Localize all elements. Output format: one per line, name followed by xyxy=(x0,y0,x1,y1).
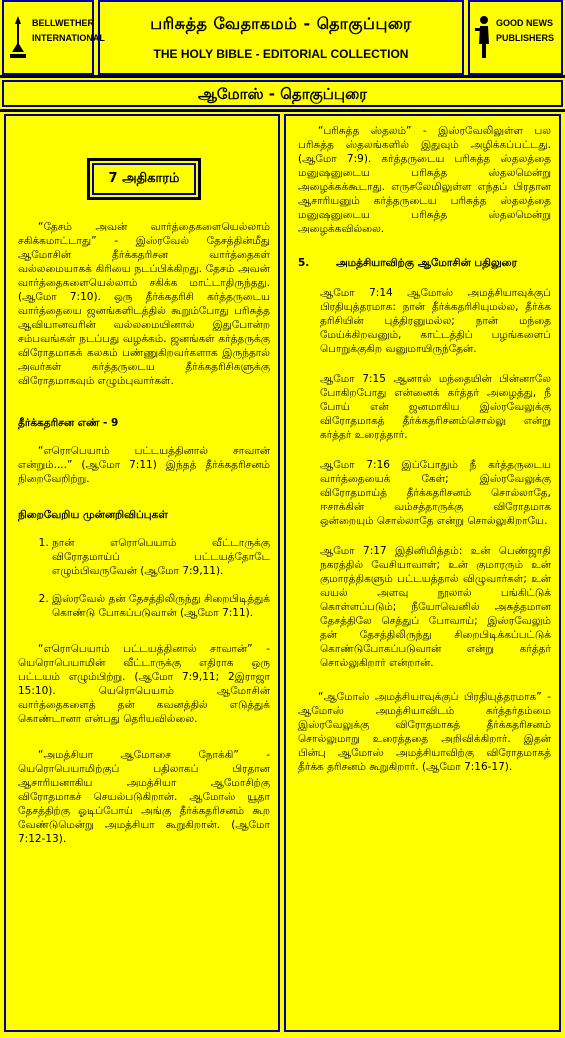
paragraph: “பரிசுத்த ஸ்தலம்” - இஸ்ரவேலிலுள்ள பல பரிசுத்த ஸ்தலங்களில் இதுவும் அழிக்கப்பட்டது. (ஆமோ 7:9). கர்த்தருடைய பரிசுத்த ஸ்தலத்தை மனுஷனுடைய பரிசுத்த ஸ்தலமென்று அழைக்கக்கூடாது. எருசலேமிலுள்ள எந்தப் பிரதான ஆசாரியனும் கர்த்தருடைய பரிசுத்த ஸ்தலத்தை மனுஷனுடைய பரிசுத்த ஸ்தலமென்று அழைக்கவில்லை. xyxy=(298,125,551,235)
subtitle-bar xyxy=(0,78,565,112)
section-heading: நிறைவேறிய முன்னறிவிப்புகள் xyxy=(18,509,168,521)
left-logo-text: BELLWETHER INTERNATIONAL xyxy=(32,18,105,43)
section-heading xyxy=(298,256,551,270)
list-item: 2. இஸ்ரவேல் தன் தேசத்திலிருந்து சிறைபிடித்துக் கொண்டு போகப்படுவான் (ஆமோ 7:11). xyxy=(52,592,270,620)
fulfilled-list xyxy=(18,536,270,620)
section-number: 5. xyxy=(298,257,310,269)
header-title-english: THE HOLY BIBLE - EDITORIAL COLLECTION xyxy=(153,47,409,61)
paragraph: “ஆமோஸ் அமத்சியாவுக்குப் பிரதியுத்தரமாக” - ஆமோஸ் அமத்சியாவிடம் கர்த்தர்தம்மை இஸ்ரவேலுக்கு விரோதமாகத் தீர்க்கதரிசனம் சொல்லுமாறு உரைத்ததை அறிவிக்கிறார். இதன் பின்பு ஆமோஸ் அமத்சியாவிற்கு விரோதமாகத் தீர்க்க தரிசனம் கூறுகிறார். (ஆமோ 7:16-17). xyxy=(298,691,551,773)
bellwether-logo xyxy=(2,0,105,75)
trumpet-figure-icon xyxy=(474,14,494,60)
verse-paragraph: ஆமோ 7:14 ஆமோஸ் அமத்சியாவுக்குப் பிரதியுத்தரமாக: நான் தீர்க்கதரிசியுமல்ல, தீர்க்க தரிசியின் புத்திரனுமல்ல; நான் மந்தை மேய்க்கிறவனும், காட்டத்திப் பழங்களைப் பொறுக்குகிற வனுமாயிருந்தேன். xyxy=(320,287,551,355)
header-title-tamil: பரிசுத்த வேதாகமம் - தொகுப்புரை xyxy=(150,14,412,33)
right-column xyxy=(284,114,561,1032)
chapter-heading: 7 அதிகாரம் xyxy=(87,158,201,200)
section-title: அமத்சியாவிற்கு ஆமோசின் பதிலுரை xyxy=(336,257,518,269)
paragraph: “அமத்சியா ஆமோசை நோக்கி” - யெரொபெயாமிற்குப் பதிலாகப் பிரதான ஆசாரியனாகிய அமத்சியா ஆமோசிற்கு விரோதமாகச் செயல்படுகிறான். ஆமோஸ் யூதா தேசத்திற்கு ஓடிப்போய் அங்கு தீர்க்கதரிசனம் கூற வேண்டுமென்று அமத்சியா கூறுகிறான். (ஆமோ 7:12-13). xyxy=(18,749,270,845)
paragraph: “எரொபெயாம் பட்டயத்தினால் சாவான்” - யெரொபெயாமின் வீட்டாருக்கு எதிராக ஒரு பட்டயம் எழும்பிற்று. (ஆமோ 7:9,11; 2இராஜா 15:10). யெரொபெயாம் ஆமோசின் வார்த்தைகளைத் தன் கவனத்தில் எடுத்துக் கொண்டானா என்பது தெரியவில்லை. xyxy=(18,643,270,725)
verse-paragraph: ஆமோ 7:17 இதினிமித்தம்: உன் பெண்ஜாதி நகரத்தில் வேசியாவாள்; உன் குமாரரும் உன் குமாரத்திகளும் பட்டயத்தால் விழுவார்கள்; உன் வயல் அளவு நூலால் பங்கிட்டுக் கொள்ளப்படும்; நீயோவெனில் அசுத்தமான தேசத்திலே செத்துப் போவாய்; இஸ்ரவேலும் தன் தேசத்திலிருந்து சிறைபிடிக்கப்பட்டுக் கொண்டுபோகப்படுவான் என்று கர்த்தர் சொல்லுகிறார் என்றான். xyxy=(320,545,551,669)
left-column xyxy=(4,114,280,1032)
header xyxy=(0,0,565,78)
verse-paragraph: ஆமோ 7:16 இப்போதும் நீ கர்த்தருடைய வார்த்தையைக் கேள்; இஸ்ரவேலுக்கு விரோதமாய்த் தீர்க்கதரிசனம் சொல்லாதே, ஈசாக்கின் வம்சத்தாருக்கு விரோதமாக ஒன்றையும் சொல்லாதே என்று சொல்லுகிறாயே. xyxy=(320,459,551,527)
right-logo-text: GOOD NEWS PUBLISHERS xyxy=(496,18,555,43)
verse-paragraph: ஆமோ 7:15 ஆனால் மந்தையின் பின்னாலே போகிறபோது என்னைக் கர்த்தர் அழைத்து, நீ போய் என் ஜனமாகிய இஸ்ரவேலுக்கு விரோதமாகத் தீர்க்கதரிசனம்சொல்லு என்று கர்த்தர் உரைத்தார். xyxy=(320,373,551,441)
paragraph: “எரொபெயாம் பட்டயத்தினால் சாவான் என்றும்....” (ஆமோ 7:11) இந்தத் தீர்க்கதரிசனம் நிறைவேறிற்று. xyxy=(18,445,270,485)
paragraph: “தேசம் அவன் வார்த்தைகளையெல்லாம் சகிக்கமாட்டாது” - இஸ்ரவேல் தேசத்தின்மீது ஆமோசின் தீர்க்கதரிசன வார்த்தைகள் வல்லமையாகக் கிரியை நடப்பிக்கிறது. தேசம் அவன் வார்த்தைகளையெல்லாம் சகிக்க மாட்டாதிருந்தது. (ஆமோ 7:10). ஒரு தீர்க்கதரிசி கர்த்தருடைய வார்த்தையை ஜனங்களிடத்தில் கூறும்போது பரிசுத்த ஆவியானவரின் வல்லமையினால் இதுபோன்ற சம்பவங்கள் நடப்பது வழக்கம். ஜனங்கள் கர்த்தருக்கு விரோதமாகக் கலகம் பண்ணுகிறவர்களாக இருந்தால் அவர்கள் கர்த்தருடைய தீர்க்கதரிசிகளுக்கு விரோதமாகவும் எழும்புவார்கள். xyxy=(18,221,270,387)
book-title: ஆமோஸ் - தொகுப்புரை xyxy=(2,80,563,107)
header-title-box xyxy=(98,0,464,75)
list-item: 1. நான் எரொபெயாம் வீட்டாருக்கு விரோதமாய்ப் பட்டயத்தோடே எழும்பிவருவேன் (ஆமோ 7:9,11). xyxy=(52,536,270,578)
good-news-logo xyxy=(468,0,563,75)
lamp-icon xyxy=(8,14,28,60)
section-heading: தீர்க்கதரிசன எண் - 9 xyxy=(18,417,119,429)
